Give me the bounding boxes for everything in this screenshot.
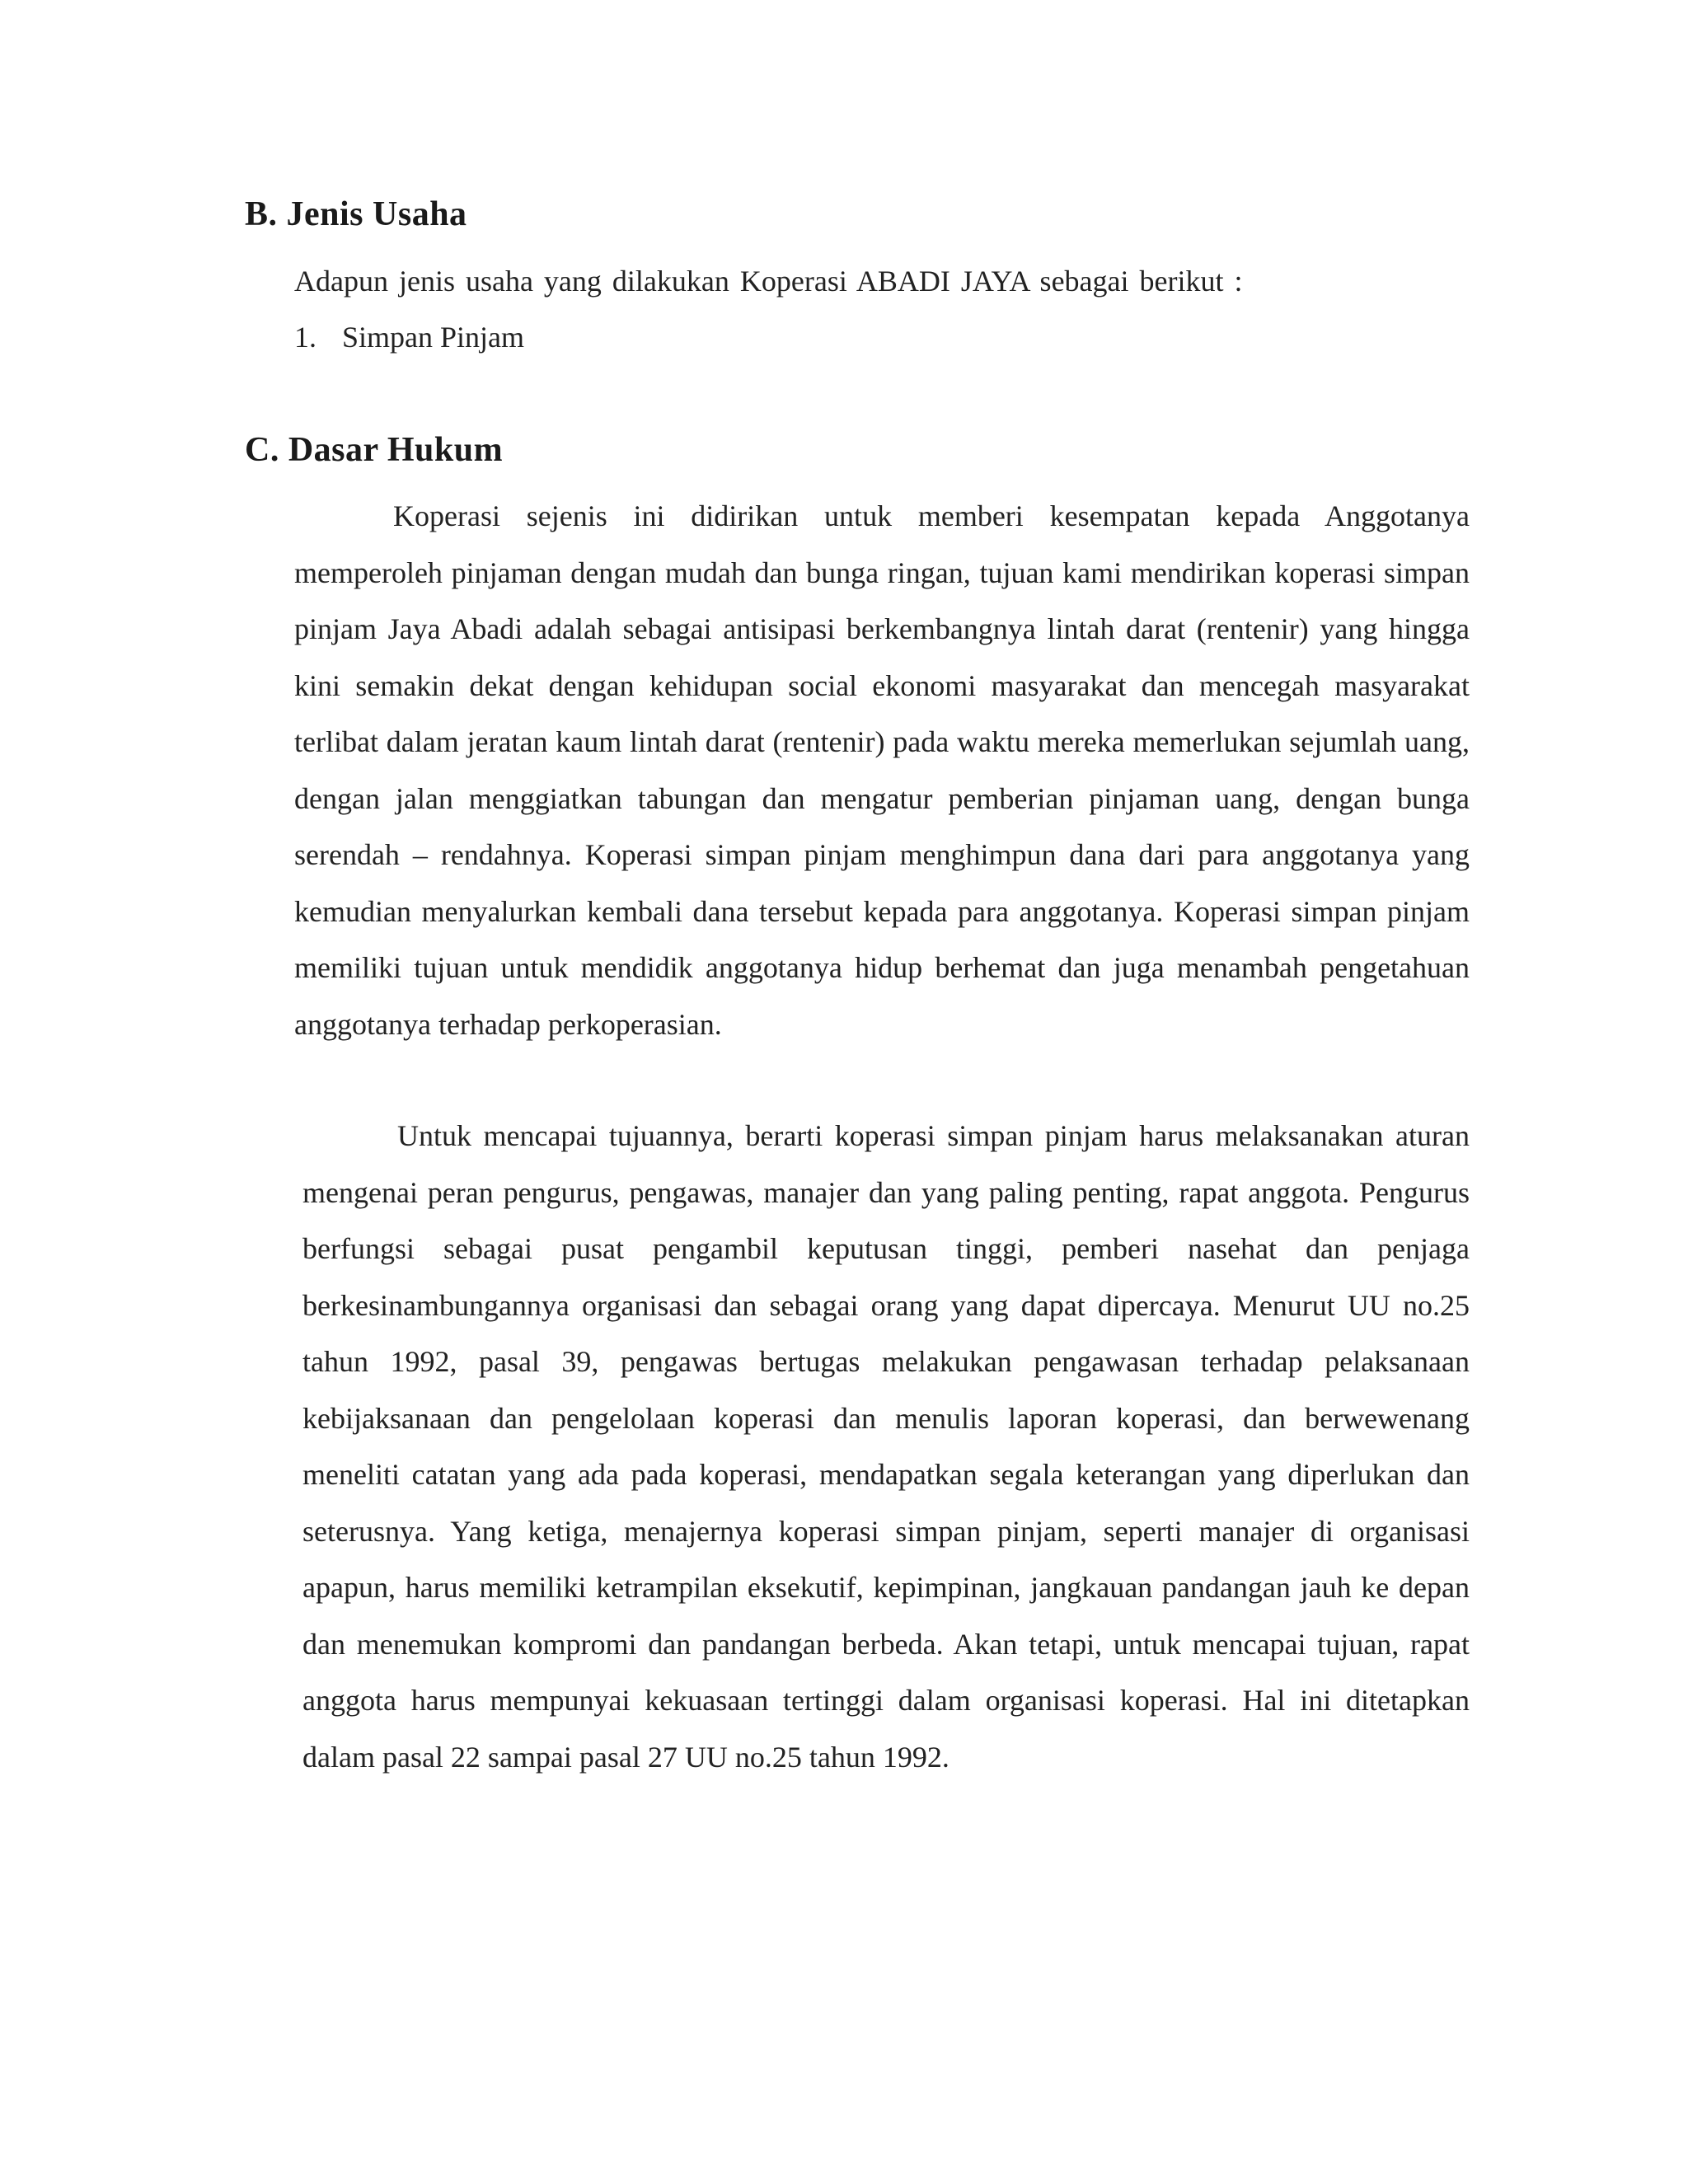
jenis-usaha-intro: Adapun jenis usaha yang dilakukan Koperasi ABADI JAYA sebagai berikut :: [294, 265, 1243, 298]
dasar-hukum-paragraph-1: Koperasi sejenis ini didirikan untuk memberi kesempatan kepada Anggotanya memperoleh pinjaman dengan mudah dan bunga ringan, tujuan kami mendirikan koperasi simpan pinjam Jaya Abadi adalah sebagai antisipasi berkembangnya lintah darat (rentenir) yang hingga kini semakin dekat dengan kehidupan social ekonomi masyarakat dan mencegah masyarakat terlibat dalam jeratan kaum lintah darat (rentenir) pada waktu mereka memerlukan sejumlah uang, dengan jalan menggiatkan tabungan dan mengatur pemberian pinjaman uang, dengan bunga serendah – rendahnya. Koperasi simpan pinjam menghimpun dana dari para anggotanya yang kemudian menyalurkan kembali dana tersebut kepada para anggotanya. Koperasi simpan pinjam memiliki tujuan untuk mendidik anggotanya hidup berhemat dan juga menambah pengetahuan anggotanya terhadap perkoperasian.: [294, 499, 1470, 1041]
section-heading-jenis-usaha: B. Jenis Usaha: [245, 195, 467, 233]
dasar-hukum-paragraph-2: Untuk mencapai tujuannya, berarti koperasi simpan pinjam harus melaksanakan aturan mengenai peran pengurus, pengawas, manajer dan yang paling penting, rapat anggota. Pengurus berfungsi sebagai pusat pengambil keputusan tinggi, pemberi nasehat dan penjaga berkesinambungannya organisasi dan sebagai orang yang dapat dipercaya. Menurut UU no.25 tahun 1992, pasal 39, pengawas bertugas melakukan pengawasan terhadap pelaksanaan kebijaksanaan dan pengelolaan koperasi dan menulis laporan koperasi, dan berwewenang meneliti catatan yang ada pada koperasi, mendapatkan segala keterangan yang diperlukan dan seterusnya. Yang ketiga, menajernya koperasi simpan pinjam, seperti manajer di organisasi apapun, harus memiliki ketrampilan eksekutif, kepimpinan, jangkauan pandangan jauh ke depan dan menemukan kompromi dan pandangan berbeda. Akan tetapi, untuk mencapai tujuan, rapat anggota harus mempunyai kekuasaan tertinggi dalam organisasi koperasi. Hal ini ditetapkan dalam pasal 22 sampai pasal 27 UU no.25 tahun 1992.: [302, 1119, 1470, 1774]
section-heading-dasar-hukum: C. Dasar Hukum: [245, 431, 504, 469]
jenis-usaha-list: [294, 320, 524, 354]
list-item-label: Simpan Pinjam: [342, 321, 525, 354]
list-item: [294, 320, 524, 354]
list-item-number: 1.: [294, 321, 316, 354]
